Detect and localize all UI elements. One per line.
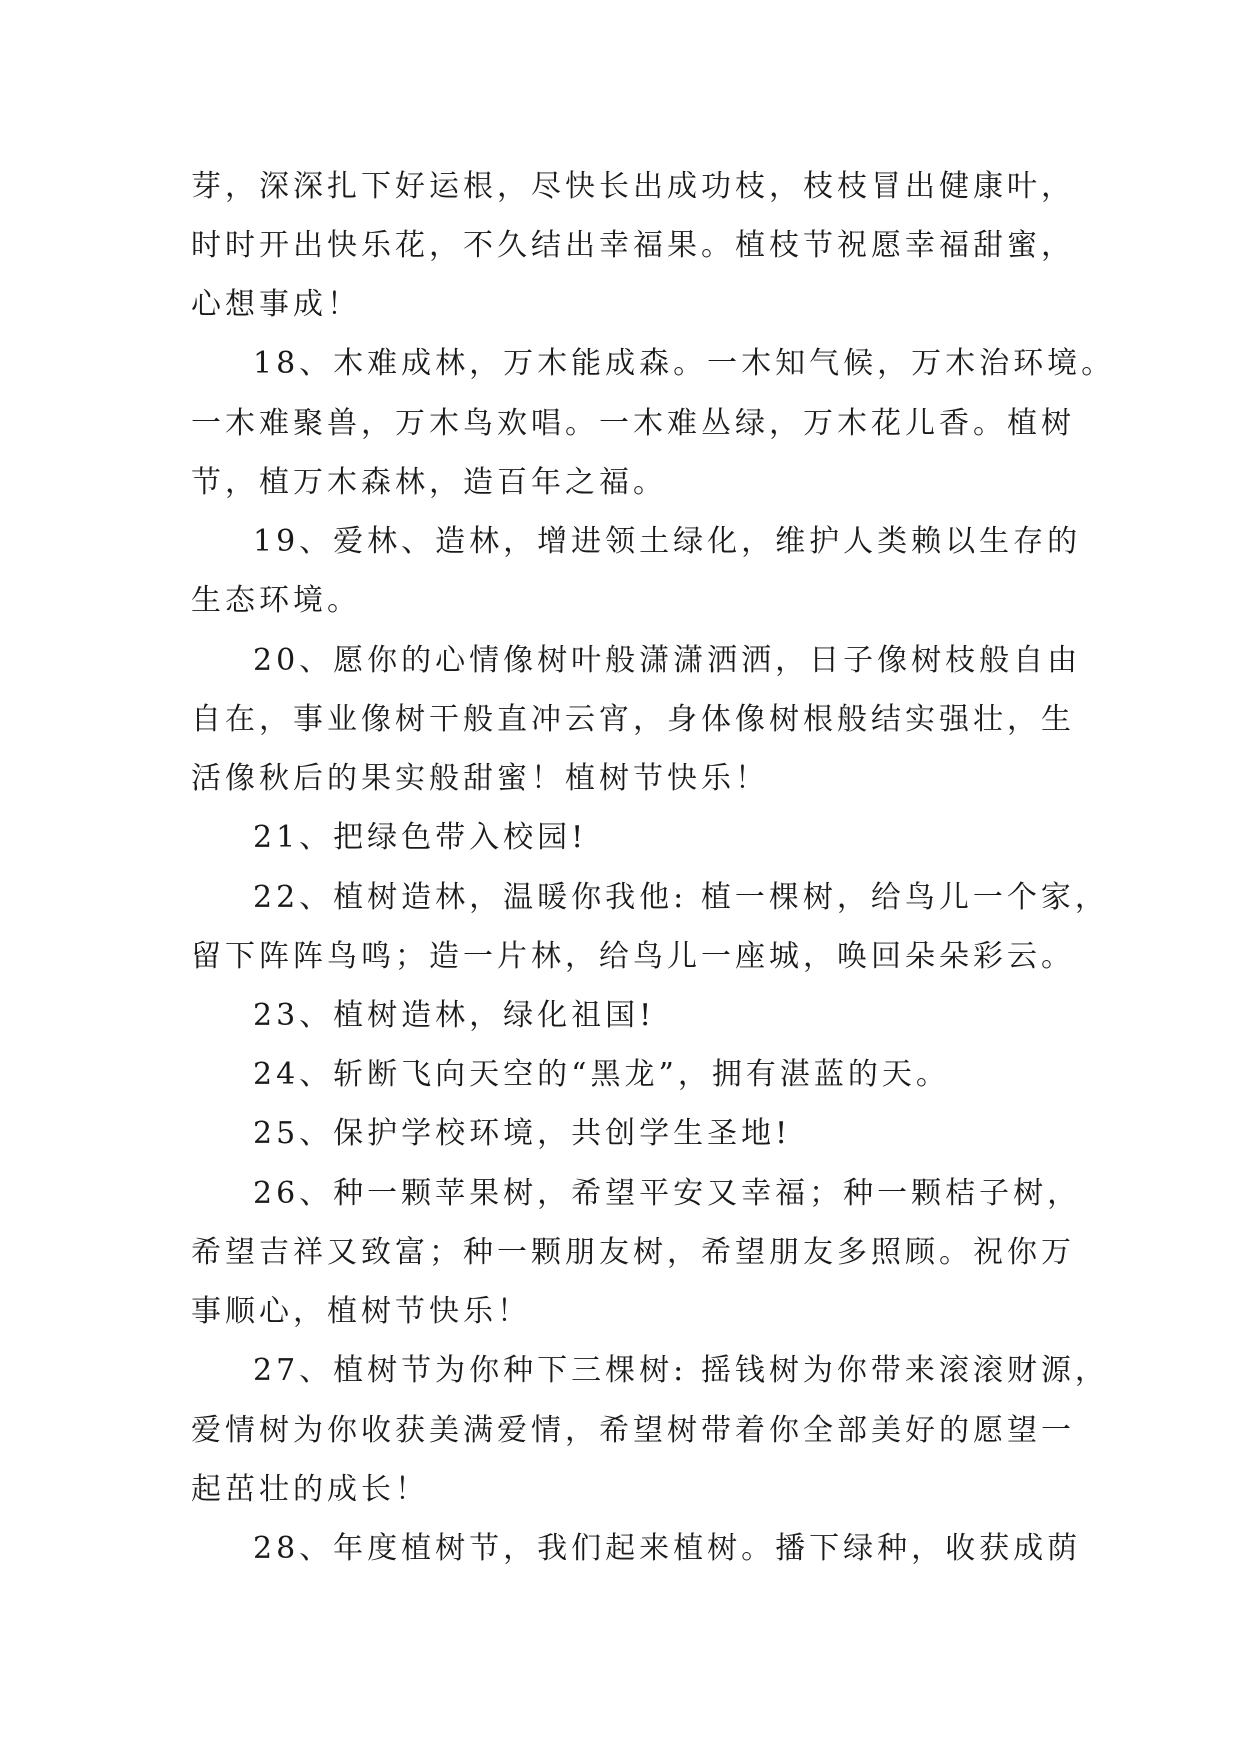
paragraph-23: 23、植树造林，绿化祖国! [253,998,656,1033]
paragraph-22-first-line: 22、植树造林，温暖你我他: 植一棵树，给鸟儿一个家， [253,880,1109,915]
paragraph-27-first-line: 27、植树节为你种下三棵树: 摇钱树为你带来滚滚财源， [253,1353,1109,1388]
paragraph-25: 25、保护学校环境，共创学生圣地! [253,1116,792,1151]
text-line: 时时开出快乐花，不久结出幸福果。植枝节祝愿幸福甜蜜， [191,228,1075,263]
text-line: 生态环境。 [191,583,361,618]
paragraph-19-first-line: 19、爱林、造林，增进领土绿化，维护人类赖以生存的 [253,524,1082,559]
text-line: 起茁壮的成长！ [191,1472,429,1507]
paragraph-24: 24、斩断飞向天空的“黑龙”，拥有湛蓝的天。 [253,1057,950,1092]
paragraph-21: 21、把绿色带入校园! [253,820,588,855]
text-line: 活像秋后的果实般甜蜜！植树节快乐！ [191,761,769,796]
text-line: 事顺心，植树节快乐！ [191,1294,531,1329]
paragraph-20-first-line: 20、愿你的心情像树叶般潇潇洒洒，日子像树枝般自由 [253,643,1082,678]
text-line: 留下阵阵鸟鸣；造一片林，给鸟儿一座城，唤回朵朵彩云。 [191,939,1075,974]
text-line: 心想事成！ [191,287,361,322]
paragraph-28-first-line: 28、年度植树节，我们起来植树。播下绿种，收获成荫 [253,1531,1082,1566]
text-line: 自在，事业像树干般直冲云宵，身体像树根般结实强壮，生 [191,702,1075,737]
text-line: 节，植万木森林，造百年之福。 [191,465,667,500]
text-line: 爱情树为你收获美满爱情，希望树带着你全部美好的愿望一 [191,1413,1075,1448]
paragraph-26-first-line: 26、种一颗苹果树，希望平安又幸福；种一颗桔子树， [253,1176,1082,1211]
text-line: 一木难聚兽，万木鸟欢唱。一木难丛绿，万木花儿香。植树 [191,406,1075,441]
paragraph-18-first-line: 18、木难成林，万木能成森。一木知气候，万木治环境。 [253,346,1116,381]
text-line: 芽，深深扎下好运根，尽快长出成功枝，枝枝冒出健康叶， [191,169,1075,204]
text-line: 希望吉祥又致富；种一颗朋友树，希望朋友多照顾。祝你万 [191,1235,1075,1270]
